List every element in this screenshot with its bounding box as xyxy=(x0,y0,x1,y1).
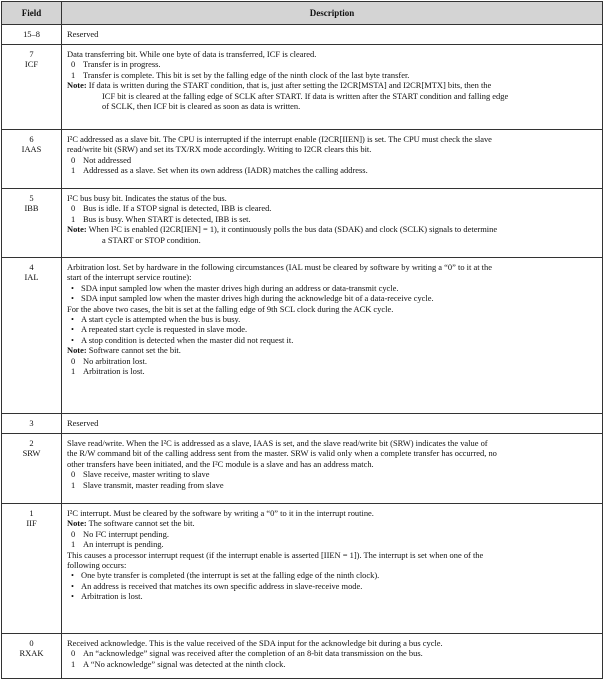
value-option-1: 1 Bus is busy. When START is detected, IBB is set. xyxy=(71,213,251,224)
field-cell xyxy=(2,189,62,258)
note: Note: If data is written during the START condition, that is, just after setting the I2CR[MSTA] and I2CR[MTX] bits, then the xyxy=(67,80,492,91)
table-row xyxy=(2,45,603,130)
table-row xyxy=(2,504,603,634)
description-text: Slave read/write. When the I²C is addressed as a slave, IAAS is set, and the slave read/write bit (SRW) indicates the value of xyxy=(67,438,488,448)
table-row xyxy=(2,434,603,504)
description-text: the R/W command bit of the calling address sent from the master. SRW is valid only when a complete transfer has occurred, no xyxy=(67,448,497,459)
field-bits: 4 xyxy=(29,262,34,272)
column-header-field: Field xyxy=(2,2,62,25)
field-cell xyxy=(2,504,62,634)
value-option-1: 1 Addressed as a slave. Set when its own address (IADR) matches the calling address. xyxy=(71,165,368,176)
note: Note: Software cannot set the bit. xyxy=(67,345,181,356)
description-text: other transfers have been initiated, and the I²C module is a slave and has an address match. xyxy=(67,458,374,469)
table-row xyxy=(2,189,603,258)
description-cell: Reserved xyxy=(62,25,603,45)
field-bits: 15–8 xyxy=(23,29,40,39)
description-text: For the above two cases, the bit is set at the falling edge of 9th SCL clock during the ACK cycle. xyxy=(67,303,394,314)
field-bits: 3 xyxy=(29,418,34,428)
note: Note: When I²C is enabled (I2CR[IEN] = 1), it continuously polls the bus data (SDAK) and clock (SCLK) signals to determine xyxy=(67,224,498,235)
value-option-0: 0 Not addressed xyxy=(71,154,132,165)
column-header-description: Description xyxy=(62,2,603,25)
value-option-0: 0 Bus is idle. If a STOP signal is detected, IBB is cleared. xyxy=(71,203,272,214)
bullet-item: • Arbitration is lost. xyxy=(71,591,143,602)
description-cell xyxy=(62,634,603,679)
note-continuation: a START or STOP condition. xyxy=(102,234,201,245)
field-cell xyxy=(2,130,62,189)
description-cell xyxy=(62,130,603,189)
field-name: ICF xyxy=(24,59,39,70)
note-continuation: ICF bit is cleared at the falling edge of SCLK after START. If data is written after the START condition and falling edge xyxy=(102,90,509,101)
description-text: Arbitration lost. Set by hardware in the following circumstances (IAL must be cleared by software by writing a “0” to it at the xyxy=(67,262,492,272)
value-option-0: 0 No arbitration lost. xyxy=(71,355,147,366)
field-cell xyxy=(2,45,62,130)
field-bits: 2 xyxy=(29,438,34,448)
value-option-0: 0 An “acknowledge” signal was received after the completion of an 8-bit data transmission on the bus. xyxy=(71,648,423,659)
value-option-0: 0 Transfer is in progress. xyxy=(71,59,161,70)
field-cell xyxy=(2,25,62,45)
table-row xyxy=(2,258,603,414)
note-continuation: of SCLK, then ICF bit is cleared as soon as data is written. xyxy=(102,101,301,112)
description-text: I²C interrupt. Must be cleared by the software by writing a “0” to it in the interrupt routine. xyxy=(67,508,374,518)
description-cell xyxy=(62,189,603,258)
field-bits: 7 xyxy=(29,49,34,59)
field-cell xyxy=(2,414,62,434)
field-name: RXAK xyxy=(19,648,44,659)
description-text: Data transferring bit. While one byte of data is transferred, ICF is cleared. xyxy=(67,49,317,59)
description-cell xyxy=(62,258,603,414)
description-text: I²C addressed as a slave bit. The CPU is interrupted if the interrupt enable (I2CR[IIEN]) is set. The CPU must check the slave xyxy=(67,134,492,144)
value-option-1: 1 Transfer is complete. This bit is set by the falling edge of the ninth clock of the last byte transfer. xyxy=(71,69,410,80)
field-bits: 1 xyxy=(29,508,34,518)
description-text: start of the interrupt service routine): xyxy=(67,272,192,283)
table-row xyxy=(2,130,603,189)
field-cell xyxy=(2,634,62,679)
note: Note: The software cannot set the bit. xyxy=(67,518,195,529)
table-row xyxy=(2,25,603,45)
bullet-item: • A stop condition is detected when the master did not request it. xyxy=(71,334,294,345)
description-cell xyxy=(62,434,603,504)
value-option-1: 1 Arbitration is lost. xyxy=(71,366,145,377)
field-name: SRW xyxy=(22,448,41,459)
description-cell xyxy=(62,45,603,130)
field-name: IBB xyxy=(24,203,39,214)
table-row xyxy=(2,634,603,679)
bullet-item: • One byte transfer is completed (the interrupt is set at the falling edge of the ninth clock). xyxy=(71,570,380,581)
description-cell: Reserved xyxy=(62,414,603,434)
field-bits: 0 xyxy=(29,638,34,648)
table-row xyxy=(2,414,603,434)
bullet-item: • SDA input sampled low when the master drives high during the acknowledge bit of a data-receive cycle. xyxy=(71,293,434,304)
description-text: Received acknowledge. This is the value received of the SDA input for the acknowledge bit during a bus cycle. xyxy=(67,638,443,648)
field-name: IAAS xyxy=(21,144,42,155)
description-text: following occurs: xyxy=(67,560,127,571)
value-option-0: 0 Slave receive, master writing to slave xyxy=(71,469,210,480)
description-text: read/write bit (SRW) and set its TX/RX mode accordingly. Writing to I2CR clears this bit. xyxy=(67,144,372,155)
description-text: I²C bus busy bit. Indicates the status of the bus. xyxy=(67,193,227,203)
value-option-1: 1 Slave transmit, master reading from slave xyxy=(71,479,224,490)
value-option-1: 1 An interrupt is pending. xyxy=(71,539,164,550)
field-bits: 6 xyxy=(29,134,34,144)
field-bits: 5 xyxy=(29,193,34,203)
description-cell xyxy=(62,504,603,634)
register-field-table xyxy=(1,1,603,679)
field-cell xyxy=(2,434,62,504)
field-name: IIF xyxy=(26,518,37,529)
bullet-item: • An address is received that matches its own specific address in slave-receive mode. xyxy=(71,580,363,591)
bullet-item: • A repeated start cycle is requested in slave mode. xyxy=(71,324,248,335)
bullet-item: • SDA input sampled low when the master drives high during an address or data-transmit cycle. xyxy=(71,282,399,293)
field-cell xyxy=(2,258,62,414)
value-option-1: 1 A “No acknowledge” signal was detected at the ninth clock. xyxy=(71,658,286,669)
table-header-row xyxy=(2,2,603,25)
bullet-item: • A start cycle is attempted when the bus is busy. xyxy=(71,314,241,325)
description-text: This causes a processor interrupt request (if the interrupt enable is asserted [IIEN = 1]). The interrupt is set when one of the xyxy=(67,549,484,560)
value-option-0: 0 No I²C interrupt pending. xyxy=(71,528,169,539)
field-name: IAL xyxy=(24,272,39,283)
